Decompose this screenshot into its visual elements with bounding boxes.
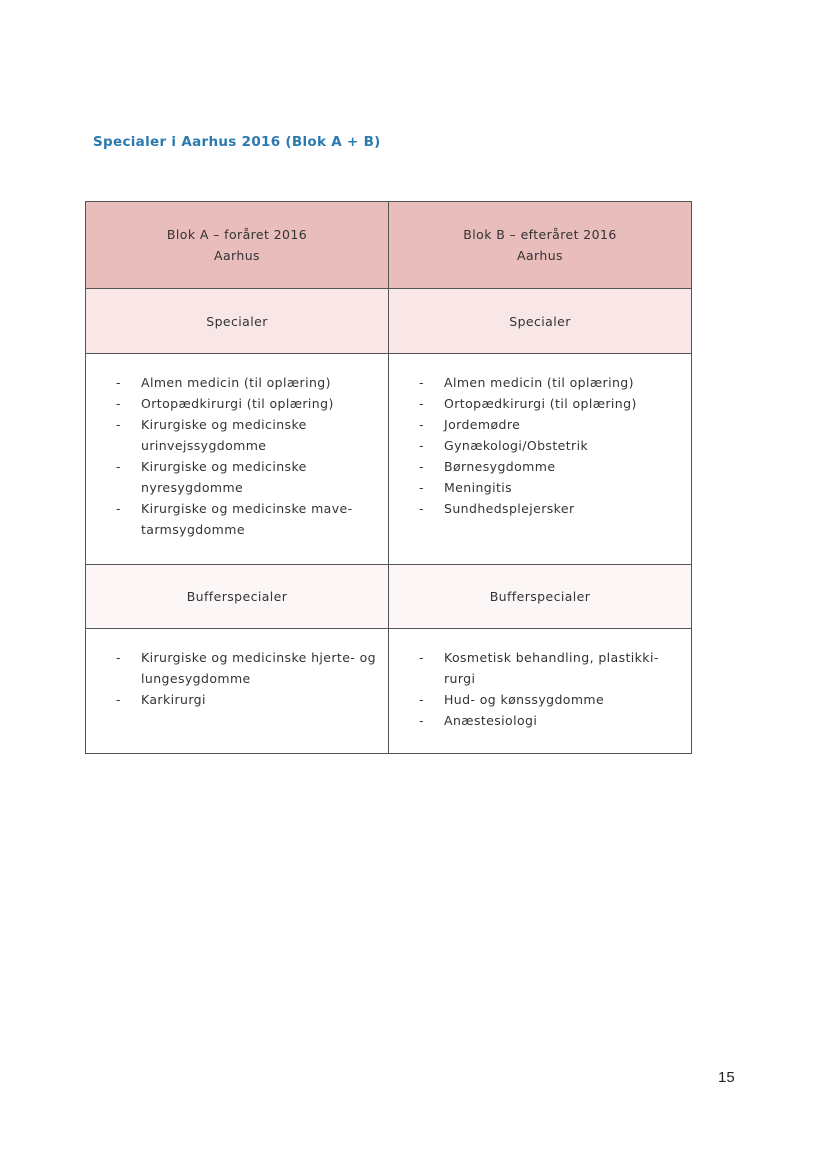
page-heading: Specialer i Aarhus 2016 (Blok A + B) [93,134,381,150]
specialer-list-cell-a [86,354,388,564]
blok-b-location: Aarhus [517,248,563,263]
specialer-list-b [389,354,691,519]
list-item: - Børnesygdomme [419,459,556,474]
list-item: - Kirurgiske og medicinske urinvejssygdomme [116,417,307,453]
buffer-list-a [86,629,388,710]
blok-a-title: Blok A – foråret 2016 [166,227,308,242]
list-item: - Meningitis [419,480,513,495]
list-item: - Almen medicin (til oplæring) [419,375,634,390]
specialer-label-text-a: Specialer [206,313,268,329]
buffer-label-b [388,565,691,628]
list-item: - Kosmetisk behandling, plastikki-rurgi [419,650,659,686]
list-item: - Hud- og kønssygdomme [419,692,605,707]
specialer-table [85,201,692,754]
blok-a-location: Aarhus [214,248,260,263]
list-item: - Kirurgiske og medicinske mave-tarmsygdomme [116,501,353,537]
list-item: - Gynækologi/Obstetrik [419,438,589,453]
list-item: - Kirurgiske og medicinske nyresygdomme [116,459,307,495]
list-item: - Ortopædkirurgi (til oplæring) [116,396,334,411]
list-item: - Almen medicin (til oplæring) [116,375,331,390]
buffer-list-cell-b [388,629,691,753]
header-cell-blok-b [388,202,691,288]
header-cell-blok-a [86,202,388,288]
list-item: - Ortopædkirurgi (til oplæring) [419,396,637,411]
table-header-row [86,202,691,288]
list-item: - Karkirurgi [116,692,206,707]
specialer-label-text-b: Specialer [509,313,571,329]
specialer-list-a [86,354,388,540]
specialer-list-cell-b [388,354,691,564]
blok-b-title: Blok B – efteråret 2016 [463,227,617,242]
buffer-list-row [86,628,691,753]
specialer-label-row [86,288,691,353]
list-item: - Anæstesiologi [419,713,538,728]
specialer-label-a [86,289,388,353]
specialer-list-row [86,353,691,564]
list-item: - Kirurgiske og medicinske hjerte- og lungesygdomme [116,650,376,686]
buffer-label-text-a: Bufferspecialer [186,589,288,604]
specialer-label-b [388,289,691,353]
buffer-label-row [86,564,691,628]
list-item: - Sundhedsplejersker [419,501,575,516]
buffer-label-text-b: Bufferspecialer [489,589,591,604]
buffer-list-cell-a [86,629,388,753]
page-number: 15 [718,1069,735,1086]
list-item: - Jordemødre [419,417,521,432]
buffer-list-b [389,629,691,731]
buffer-label-a [86,565,388,628]
